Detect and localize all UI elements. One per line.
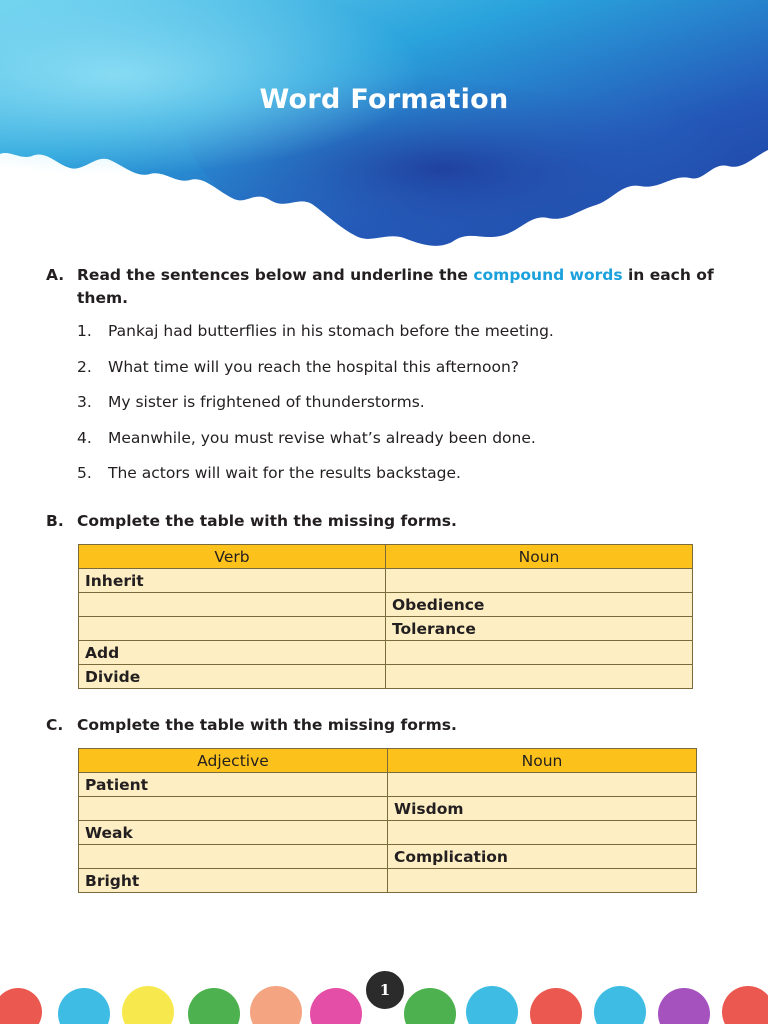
item-number: 5. <box>77 464 92 482</box>
cyan-dot <box>466 986 518 1024</box>
item-number: 2. <box>77 357 92 376</box>
table-cell: Tolerance <box>386 617 693 641</box>
table-cell <box>79 845 388 869</box>
green-dot <box>188 988 240 1024</box>
table-row <box>79 617 693 641</box>
table-cell: Bright <box>79 869 388 893</box>
table-row <box>79 593 693 617</box>
table-cell <box>79 593 386 617</box>
section-a-letter: A. <box>46 266 65 284</box>
table-cell <box>388 821 697 845</box>
section-b-heading <box>46 510 716 533</box>
table-header-row <box>79 749 697 773</box>
peach-dot <box>250 986 302 1024</box>
column-header-noun: Noun <box>388 749 697 773</box>
item-number: 4. <box>77 428 92 447</box>
section-b-letter: B. <box>46 512 64 530</box>
item-sentence: What time will you reach the hospital this afternoon? <box>108 357 520 376</box>
table-row <box>79 869 697 893</box>
table-header-row <box>79 545 693 569</box>
section-a-heading <box>46 264 716 310</box>
item-number: 3. <box>77 393 92 411</box>
table-cell <box>79 617 386 641</box>
table-cell: Obedience <box>386 593 693 617</box>
cyan-dot <box>58 988 110 1024</box>
table-cell: Weak <box>79 821 388 845</box>
section-c-heading <box>46 714 716 737</box>
red-dot <box>530 988 582 1024</box>
table-row <box>79 665 693 689</box>
column-header-adjective: Adjective <box>79 749 388 773</box>
section-b-instruction: Complete the table with the missing forms. <box>77 512 457 530</box>
section-c-letter: C. <box>46 716 64 734</box>
table-cell <box>388 773 697 797</box>
table-row <box>79 845 697 869</box>
table-row <box>79 569 693 593</box>
page-number-badge: 1 <box>364 969 406 1011</box>
item-sentence: The actors will wait for the results backstage. <box>108 464 461 482</box>
item-number: 1. <box>77 322 92 340</box>
cyan-dot <box>594 986 646 1024</box>
item-sentence: Pankaj had butterflies in his stomach before the meeting. <box>108 322 554 340</box>
adjective-noun-table <box>78 748 697 893</box>
column-header-noun: Noun <box>386 545 693 569</box>
item-sentence: My sister is frightened of thunderstorms. <box>108 393 425 411</box>
table-cell <box>386 641 693 665</box>
item-sentence: Meanwhile, you must revise what’s already been done. <box>108 428 536 447</box>
verb-noun-table <box>78 544 693 689</box>
table-cell: Inherit <box>79 569 386 593</box>
table-row <box>79 641 693 665</box>
watercolor-banner <box>0 0 768 250</box>
red-dot <box>0 988 42 1024</box>
table-cell: Patient <box>79 773 388 797</box>
page-title: Word Formation <box>259 84 509 115</box>
column-header-verb: Verb <box>79 545 386 569</box>
red-dot <box>722 986 768 1024</box>
section-a-heading-pre: Read the sentences below and underline the <box>77 266 474 284</box>
section-a-heading-post: in each of them. <box>77 266 714 307</box>
purple-dot <box>658 988 710 1024</box>
table-cell: Complication <box>388 845 697 869</box>
section-c-instruction: Complete the table with the missing forms. <box>77 716 457 734</box>
table-row <box>79 821 697 845</box>
table-cell <box>79 797 388 821</box>
green-dot <box>404 988 456 1024</box>
section-a-heading-highlight: compound words <box>473 266 623 284</box>
table-cell: Divide <box>79 665 386 689</box>
section-a-instruction <box>77 264 716 310</box>
yellow-dot <box>122 986 174 1024</box>
table-cell <box>386 569 693 593</box>
table-row <box>79 773 697 797</box>
magenta-dot <box>310 988 362 1024</box>
table-cell: Wisdom <box>388 797 697 821</box>
table-cell: Add <box>79 641 386 665</box>
table-cell <box>388 869 697 893</box>
table-row <box>79 797 697 821</box>
table-cell <box>386 665 693 689</box>
